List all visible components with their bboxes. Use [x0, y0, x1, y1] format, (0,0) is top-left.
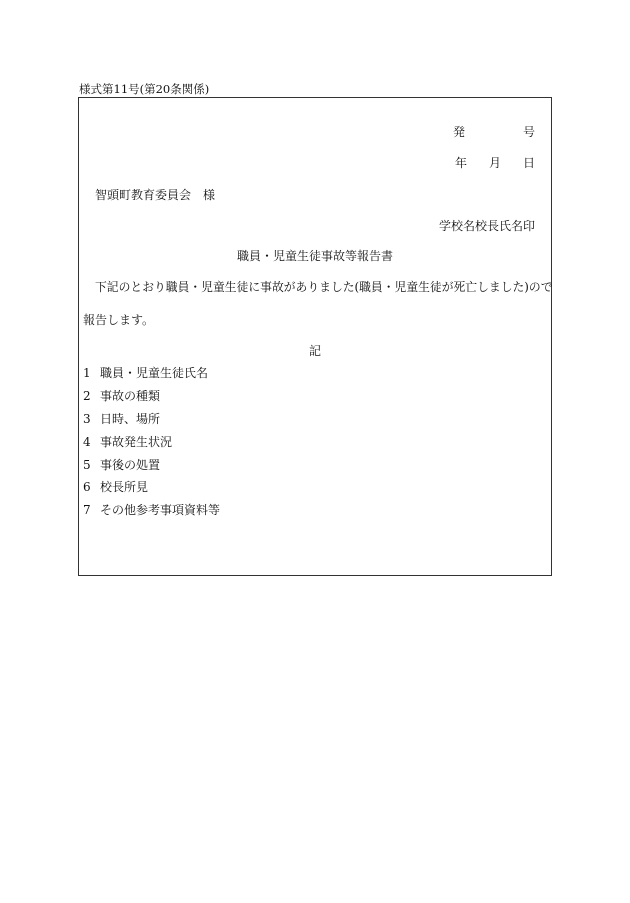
- item-number: 1: [83, 366, 91, 380]
- list-item: [83, 435, 172, 449]
- list-item: [83, 458, 160, 472]
- item-number: 2: [83, 389, 91, 403]
- item-number: 6: [83, 480, 91, 494]
- list-item: [83, 480, 148, 494]
- item-number: 5: [83, 458, 91, 472]
- list-item: [83, 366, 208, 380]
- item-text: 日時、場所: [100, 412, 161, 426]
- item-text: 事故の種類: [100, 389, 161, 403]
- document-number-row: [453, 125, 535, 139]
- go-label: 号: [522, 125, 535, 139]
- item-number: 4: [83, 435, 91, 449]
- item-number: 3: [83, 412, 91, 426]
- list-item: [83, 503, 220, 517]
- item-number: 7: [83, 503, 91, 517]
- year-label: 年: [454, 156, 467, 170]
- day-label: 日: [522, 156, 535, 170]
- list-item: [83, 389, 160, 403]
- addressee: 智頭町教育委員会 様: [95, 188, 216, 202]
- item-text: 事後の処置: [100, 458, 161, 472]
- sender-signature: 学校名校長氏名印: [438, 219, 535, 233]
- ki-heading: 記: [308, 344, 321, 358]
- hatsu-label: 発: [452, 125, 465, 139]
- month-label: 月: [488, 156, 501, 170]
- item-text: その他参考事項資料等: [100, 503, 221, 517]
- list-item: [83, 412, 160, 426]
- body-text-line1: 下記のとおり職員・児童生徒に事故がありました(職員・児童生徒が死亡しました)ので: [95, 280, 553, 294]
- date-row: [455, 156, 535, 170]
- form-number-label: 様式第11号(第20条関係): [79, 82, 210, 96]
- document-title: 職員・児童生徒事故等報告書: [236, 249, 393, 263]
- item-text: 校長所見: [100, 480, 149, 494]
- body-text-line2: 報告します。: [83, 313, 155, 327]
- report-form-frame: [78, 97, 552, 576]
- item-text: 職員・児童生徒氏名: [100, 366, 209, 380]
- item-text: 事故発生状況: [100, 435, 173, 449]
